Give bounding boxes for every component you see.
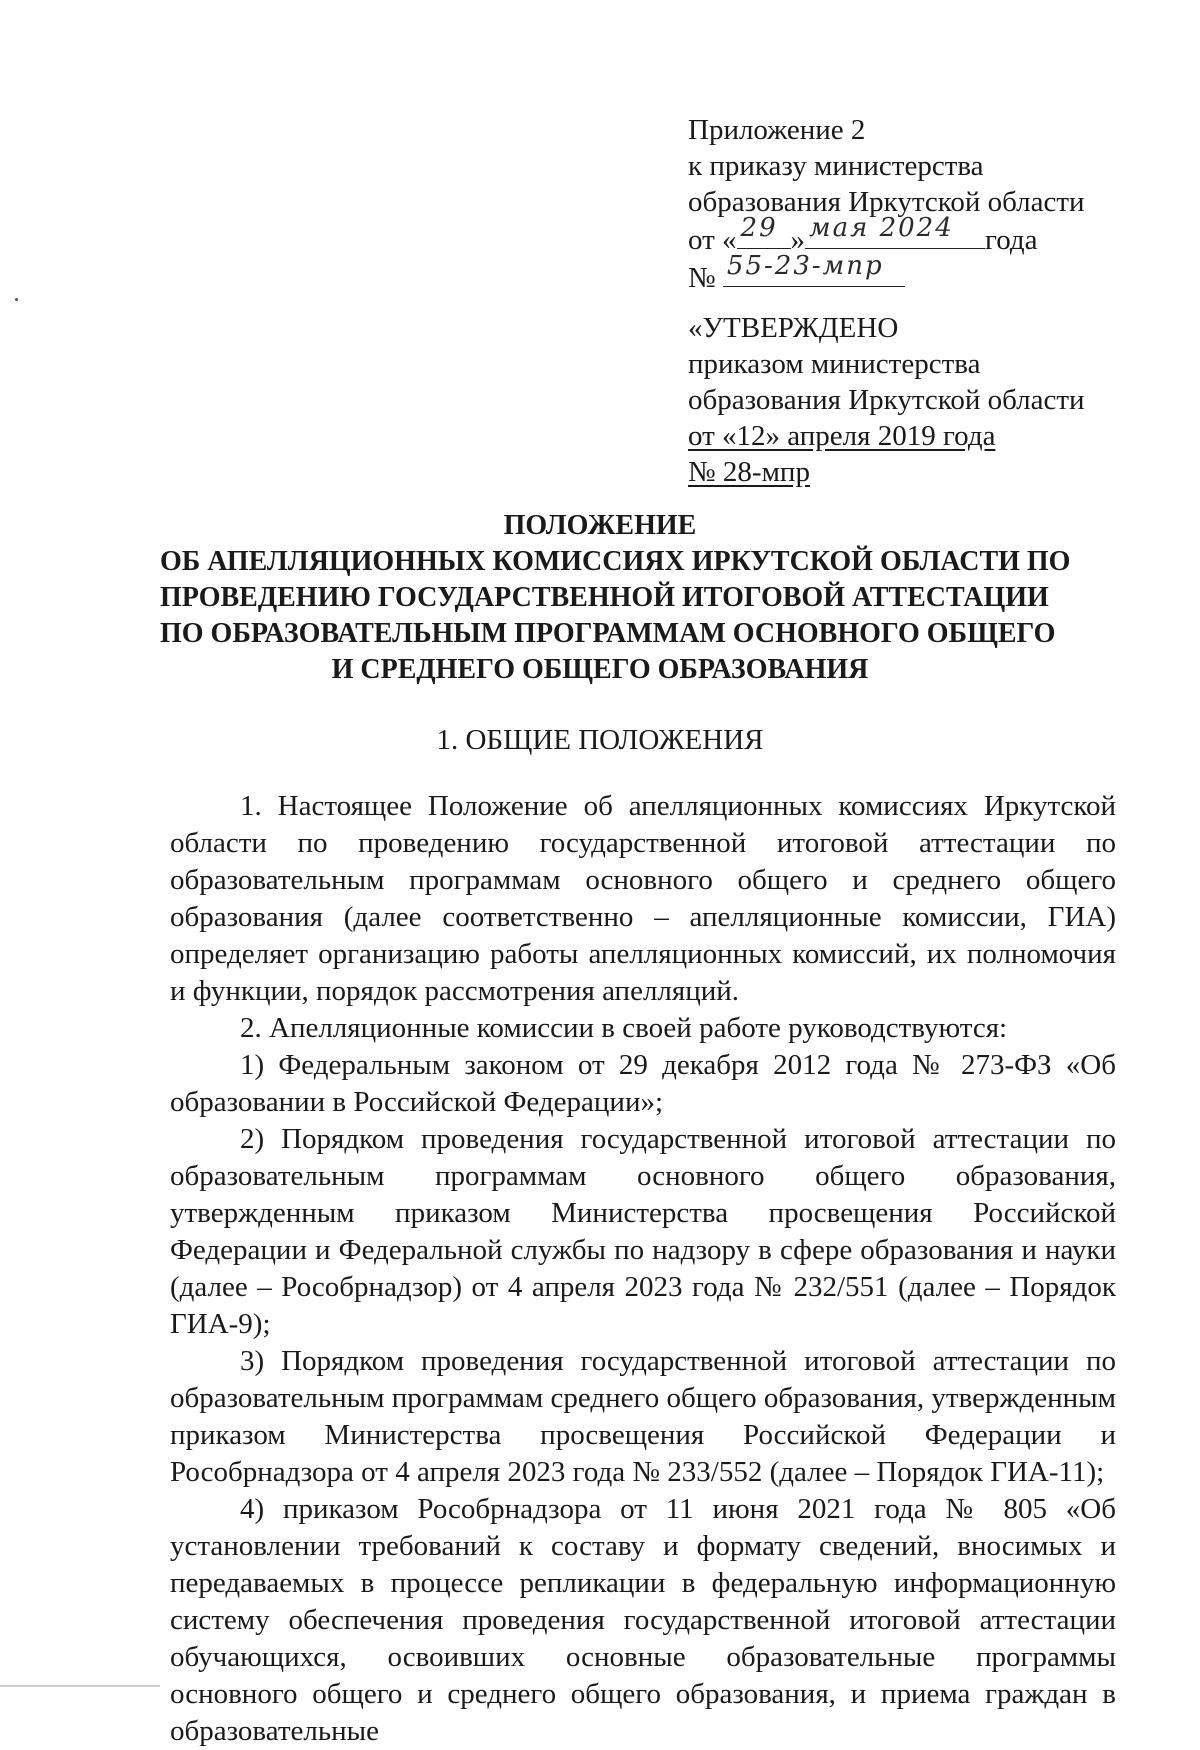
annex-number-prefix: № [688,262,716,294]
annex-date-day-handwritten: 29 [740,213,778,243]
annex-number-line [688,251,1085,296]
approved-number: № 28-мпр [688,456,810,488]
annex-ministry: образования Иркутской области [688,186,1085,218]
annex-number-field [723,251,905,287]
approved-block [688,310,1085,490]
title-line-3: ПРОВЕДЕНИЮ ГОСУДАРСТВЕННОЙ ИТОГОВОЙ АТТЕСТАЦИИ [160,582,1049,613]
approved-ministry: образования Иркутской области [688,384,1085,416]
approved-by-order: приказом министерства [688,348,981,380]
section-heading: 1. ОБЩИЕ ПОЛОЖЕНИЯ [436,724,764,756]
annex-date-month-handwritten: мая 2024 [809,213,954,243]
title-line-2: ОБ АПЕЛЛЯЦИОННЫХ КОМИССИЯХ ИРКУТСКОЙ ОБЛАСТИ ПО [160,546,1071,577]
approved-title: «УТВЕРЖДЕНО [688,312,899,344]
scan-edge-mark [0,1685,160,1687]
paragraph-3: 1) Федеральным законом от 29 декабря 2012 года № 273-ФЗ «Об образовании в Российской Федерации»; [170,1049,1116,1118]
annex-date-month-field [805,213,985,249]
paragraph-6: 4) приказом Рособрнадзора от 11 июня 2021 года № 805 «Об установлении требований к составу и формату сведений, вносимых и передаваемых в процессе репликации в федеральную информационную систему обеспечения проведения государственной итоговой аттестации обучающихся, освоивших основные образовательные программы основного общего и среднего общего образования, и приема граждан в образовательные [170,1493,1116,1747]
paragraph-5: 3) Порядком проведения государственной итоговой аттестации по образовательным программам среднего общего образования, утвержденным приказом Министерства просвещения Российской Федерации и Рособрнадзора от 4 апреля 2023 года № 233/552 (далее – Порядок ГИА-11); [170,1345,1116,1488]
scan-speck [15,298,18,301]
paragraph-1: 1. Настоящее Положение об апелляционных комиссиях Иркутской области по проведению государственной итоговой аттестации по образовательным программам основного общего и среднего общего образования (далее соответственно – апелляционные комиссии, ГИА) определяет организацию работы апелляционных комиссий, их полномочия и функции, порядок рассмотрения апелляций. [170,790,1116,1007]
annex-date-suffix: года [985,224,1038,256]
annex-date-day-field [737,213,791,249]
approved-date: от «12» апреля 2019 года [688,420,996,452]
title-line-4: ПО ОБРАЗОВАТЕЛЬНЫМ ПРОГРАММАМ ОСНОВНОГО ОБЩЕГО [160,618,1056,649]
document-title [160,508,1071,688]
annex-number-handwritten: 55-23-мпр [726,251,884,281]
title-line-5: И СРЕДНЕГО ОБЩЕГО ОБРАЗОВАНИЯ [331,654,869,685]
annex-order-ref: к приказу министерства [688,150,984,182]
annex-header [688,112,1085,296]
paragraph-2: 2. Апелляционные комиссии в своей работе руководствуются: [240,1012,1008,1044]
annex-title: Приложение 2 [688,114,866,146]
title-line-1: ПОЛОЖЕНИЕ [503,510,697,541]
paragraph-4: 2) Порядком проведения государственной итоговой аттестации по образовательным программам основного общего образования, утвержденным приказом Министерства просвещения Российской Федерации и Федеральной службы по надзору в сфере образования и науки (далее – Рособрнадзор) от 4 апреля 2023 года № 232/551 (далее – Порядок ГИА-9); [170,1123,1116,1340]
document-body [170,788,1116,1750]
annex-date-mid: » [790,224,806,256]
annex-date-prefix: от « [688,224,737,256]
